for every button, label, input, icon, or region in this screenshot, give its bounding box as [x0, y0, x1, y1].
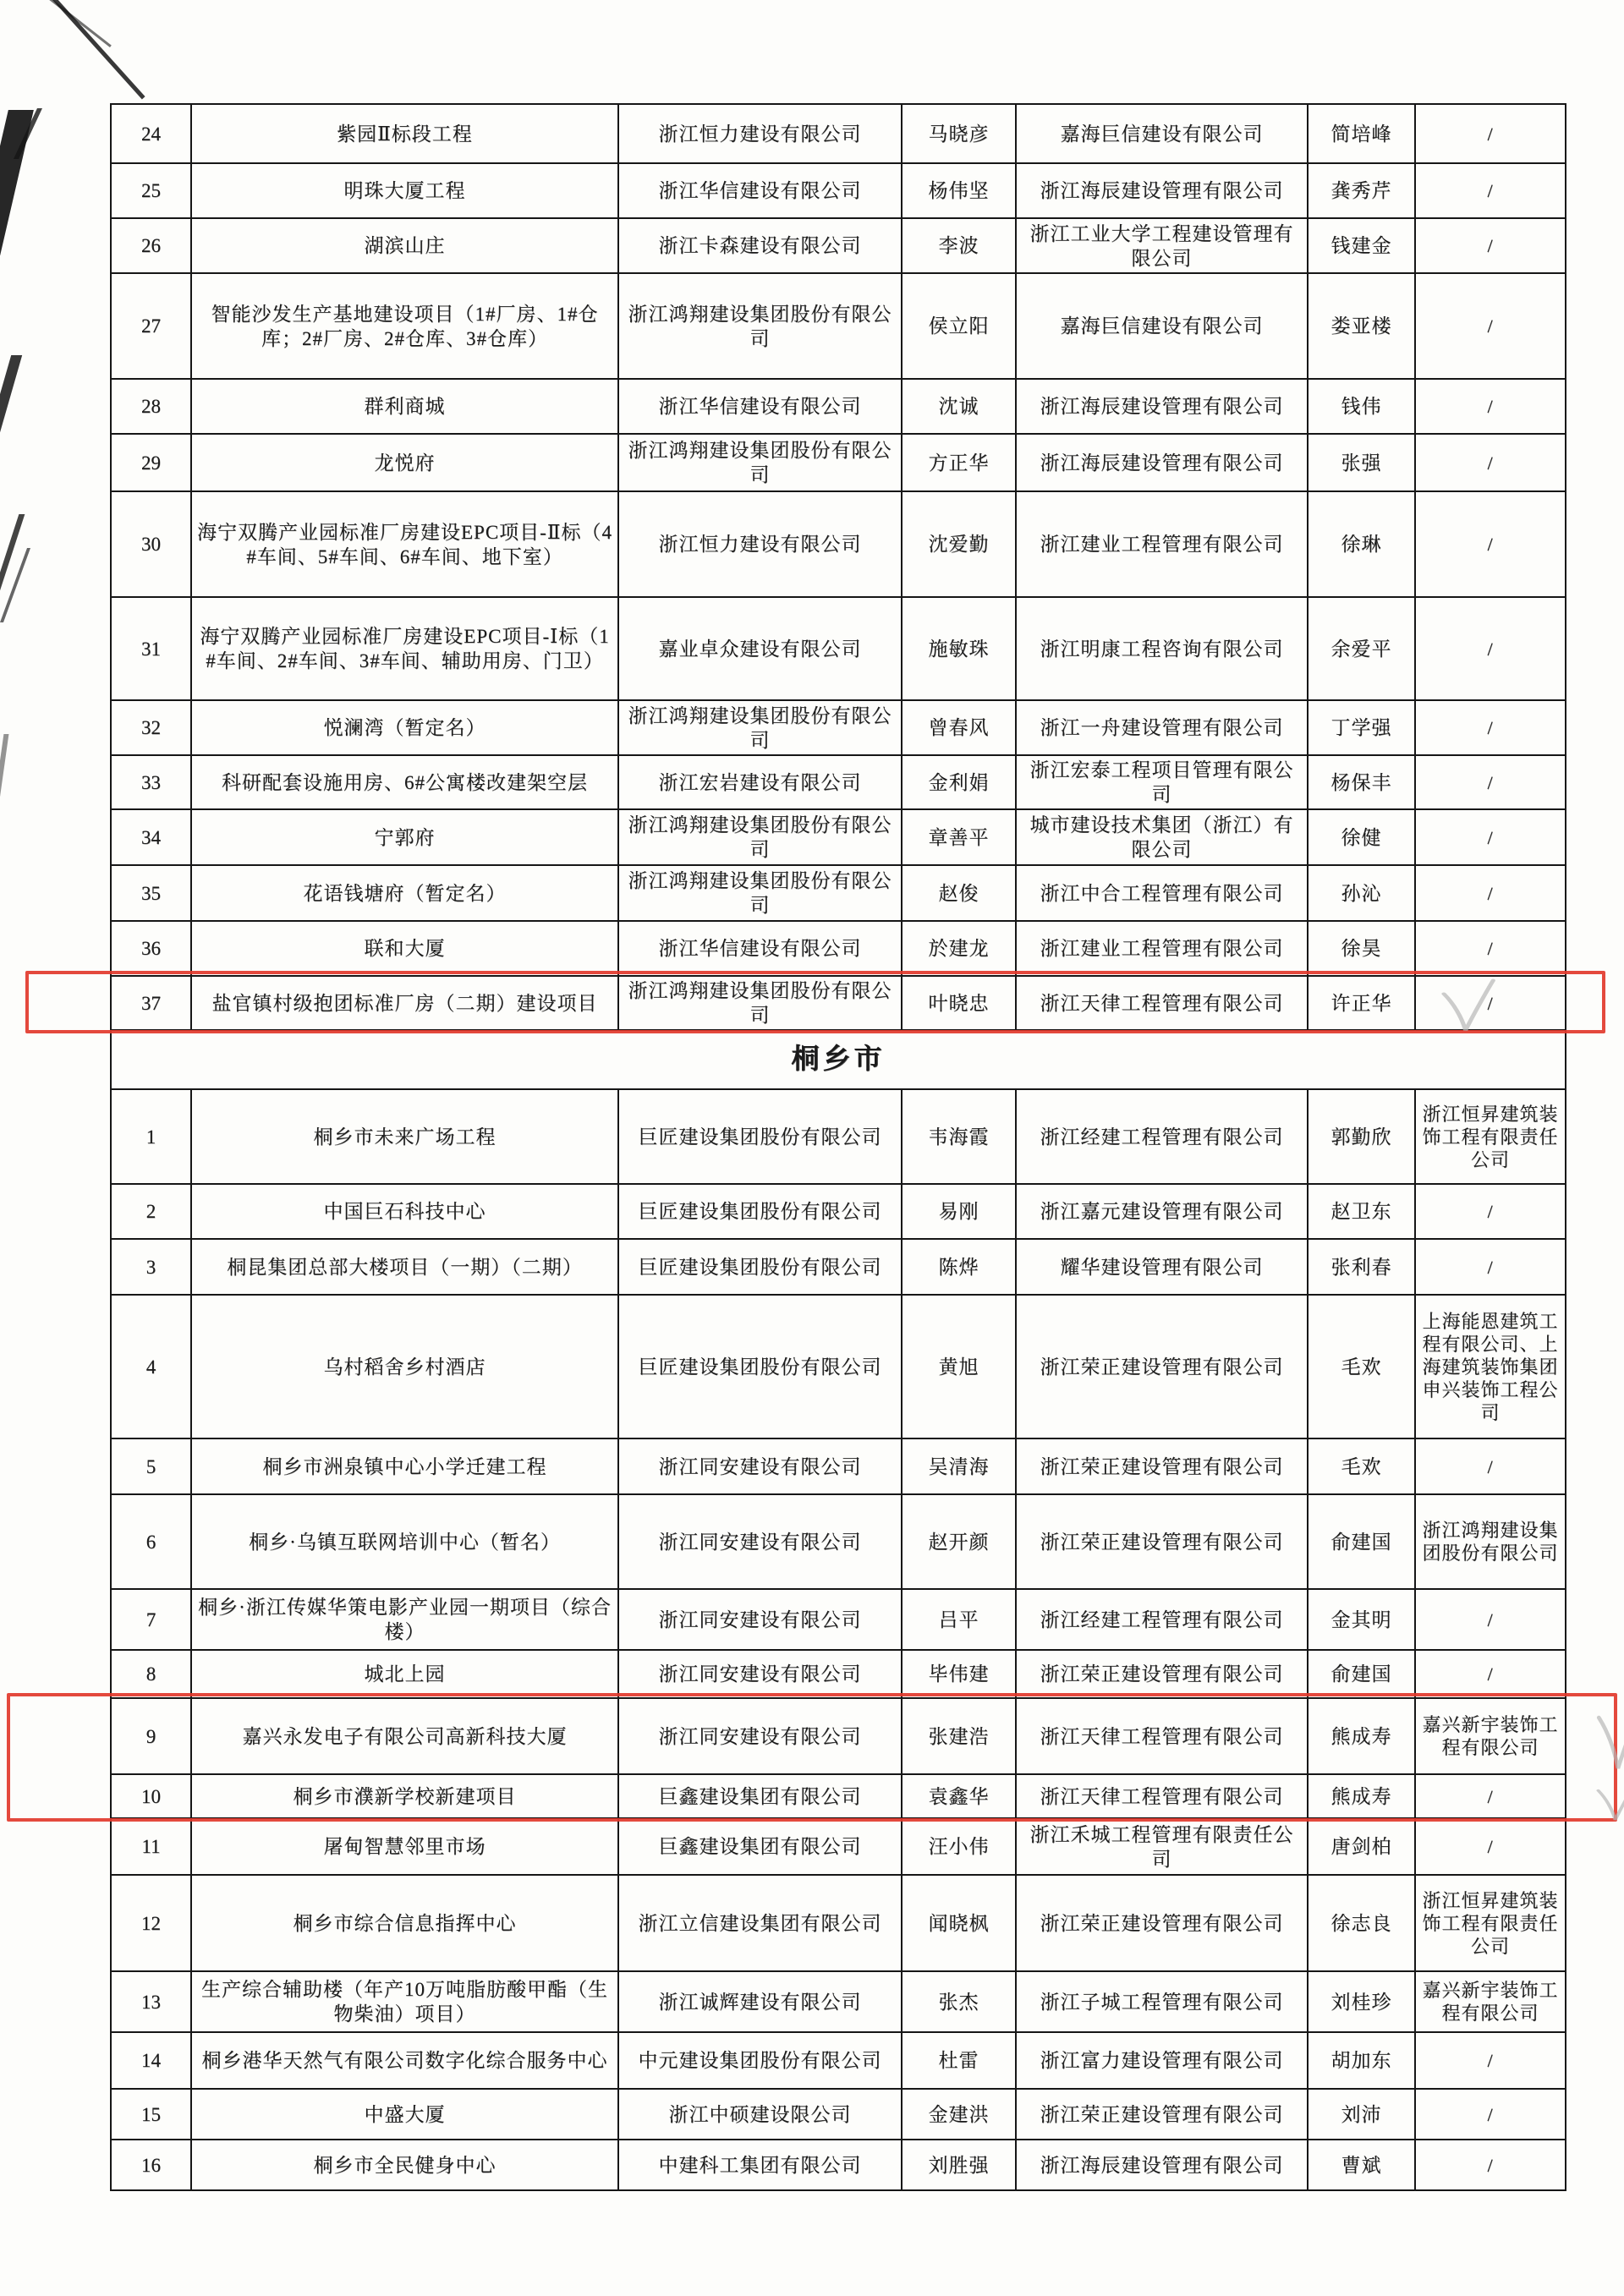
- project-name-cell: 桐乡市濮新学校新建项目: [191, 1774, 618, 1818]
- row-number-cell: 30: [111, 491, 191, 597]
- project-name-cell: 盐官镇村级抱团标准厂房（二期）建设项目: [191, 976, 618, 1030]
- chief-engineer-cell: 刘桂珍: [1308, 1971, 1415, 2032]
- project-name-cell: 桐乡市洲泉镇中心小学迁建工程: [191, 1438, 618, 1494]
- contractor-rep-cell: 闻晓枫: [902, 1875, 1016, 1971]
- table-row: [111, 2140, 1566, 2190]
- supervision-company-cell: 浙江嘉元建设管理有限公司: [1016, 1184, 1308, 1239]
- contractor-cell: 中建科工集团有限公司: [618, 2140, 902, 2190]
- project-name-cell: 宁郭府: [191, 809, 618, 865]
- table-row: [111, 1971, 1566, 2032]
- table-row: [111, 379, 1566, 434]
- contractor-cell: 巨匠建设集团股份有限公司: [618, 1239, 902, 1295]
- contractor-cell: 嘉业卓众建设有限公司: [618, 597, 902, 700]
- table-row: [111, 104, 1566, 163]
- project-name-cell: 龙悦府: [191, 434, 618, 491]
- chief-engineer-cell: 唐剑柏: [1308, 1818, 1415, 1875]
- contractor-cell: 浙江鸿翔建设集团股份有限公司: [618, 976, 902, 1030]
- contractor-cell: 浙江恒力建设有限公司: [618, 104, 902, 163]
- row-number-cell: 2: [111, 1184, 191, 1239]
- project-name-cell: 桐乡市未来广场工程: [191, 1089, 618, 1184]
- other-participant-cell: /: [1415, 976, 1566, 1030]
- supervision-company-cell: 浙江明康工程咨询有限公司: [1016, 597, 1308, 700]
- contractor-cell: 巨匠建设集团股份有限公司: [618, 1089, 902, 1184]
- other-participant-cell: /: [1415, 700, 1566, 755]
- row-number-cell: 24: [111, 104, 191, 163]
- row-number-cell: 11: [111, 1818, 191, 1875]
- contractor-rep-cell: 杜雷: [902, 2032, 1016, 2089]
- table-row: [111, 809, 1566, 865]
- contractor-cell: 浙江鸿翔建设集团股份有限公司: [618, 434, 902, 491]
- section-header: 桐乡市: [111, 1030, 1566, 1089]
- handwritten-checkmark: [1594, 1777, 1624, 1826]
- contractor-rep-cell: 袁鑫华: [902, 1774, 1016, 1818]
- table-row: [111, 700, 1566, 755]
- chief-engineer-cell: 俞建国: [1308, 1494, 1415, 1589]
- project-name-cell: 智能沙发生产基地建设项目（1#厂房、1#仓库；2#厂房、2#仓库、3#仓库）: [191, 273, 618, 379]
- row-number-cell: 34: [111, 809, 191, 865]
- supervision-company-cell: 浙江经建工程管理有限公司: [1016, 1089, 1308, 1184]
- chief-engineer-cell: 龚秀芹: [1308, 163, 1415, 218]
- contractor-cell: 浙江鸿翔建设集团股份有限公司: [618, 700, 902, 755]
- table-row: [111, 1774, 1566, 1818]
- row-number-cell: 36: [111, 921, 191, 976]
- contractor-rep-cell: 李波: [902, 218, 1016, 273]
- row-number-cell: 32: [111, 700, 191, 755]
- other-participant-cell: 浙江恒昇建筑装饰工程有限责任公司: [1415, 1875, 1566, 1971]
- other-participant-cell: /: [1415, 491, 1566, 597]
- contractor-cell: 巨匠建设集团股份有限公司: [618, 1184, 902, 1239]
- table-row: [111, 1438, 1566, 1494]
- table-row: [111, 1818, 1566, 1875]
- contractor-rep-cell: 曾春风: [902, 700, 1016, 755]
- other-participant-cell: 上海能恩建筑工程有限公司、上海建筑装饰集团申兴装饰工程公司: [1415, 1295, 1566, 1438]
- scan-artifact-edge-mark: [0, 514, 25, 641]
- table-row: [111, 2032, 1566, 2089]
- scan-artifact-fold-line: [48, 0, 145, 99]
- contractor-cell: 浙江鸿翔建设集团股份有限公司: [618, 865, 902, 921]
- project-name-cell: 嘉兴永发电子有限公司高新科技大厦: [191, 1698, 618, 1774]
- chief-engineer-cell: 徐健: [1308, 809, 1415, 865]
- chief-engineer-cell: 许正华: [1308, 976, 1415, 1030]
- row-number-cell: 15: [111, 2089, 191, 2140]
- chief-engineer-cell: 胡加东: [1308, 2032, 1415, 2089]
- row-number-cell: 8: [111, 1650, 191, 1698]
- project-name-cell: 明珠大厦工程: [191, 163, 618, 218]
- contractor-rep-cell: 毕伟建: [902, 1650, 1016, 1698]
- table-row: [111, 976, 1566, 1030]
- contractor-rep-cell: 章善平: [902, 809, 1016, 865]
- row-number-cell: 3: [111, 1239, 191, 1295]
- other-participant-cell: /: [1415, 1438, 1566, 1494]
- project-name-cell: 海宁双腾产业园标准厂房建设EPC项目-Ⅰ标（1#车间、2#车间、3#车间、辅助用房、门卫）: [191, 597, 618, 700]
- chief-engineer-cell: 孙沁: [1308, 865, 1415, 921]
- chief-engineer-cell: 徐昊: [1308, 921, 1415, 976]
- other-participant-cell: /: [1415, 379, 1566, 434]
- other-participant-cell: /: [1415, 218, 1566, 273]
- contractor-cell: 浙江鸿翔建设集团股份有限公司: [618, 273, 902, 379]
- contractor-cell: 浙江卡森建设有限公司: [618, 218, 902, 273]
- contractor-rep-cell: 刘胜强: [902, 2140, 1016, 2190]
- contractor-cell: 浙江诚辉建设有限公司: [618, 1971, 902, 2032]
- other-participant-cell: /: [1415, 2140, 1566, 2190]
- contractor-rep-cell: 马晓彦: [902, 104, 1016, 163]
- supervision-company-cell: 耀华建设管理有限公司: [1016, 1239, 1308, 1295]
- table-row: [111, 755, 1566, 809]
- table-row: [111, 921, 1566, 976]
- project-name-cell: 乌村稻舍乡村酒店: [191, 1295, 618, 1438]
- contractor-rep-cell: 陈烨: [902, 1239, 1016, 1295]
- chief-engineer-cell: 熊成寿: [1308, 1698, 1415, 1774]
- table-row: [111, 1494, 1566, 1589]
- contractor-rep-cell: 韦海霞: [902, 1089, 1016, 1184]
- contractor-cell: 巨匠建设集团股份有限公司: [618, 1295, 902, 1438]
- other-participant-cell: /: [1415, 2089, 1566, 2140]
- contractor-rep-cell: 金利娟: [902, 755, 1016, 809]
- other-participant-cell: /: [1415, 2032, 1566, 2089]
- table-row: [111, 1089, 1566, 1184]
- contractor-cell: 浙江华信建设有限公司: [618, 921, 902, 976]
- project-name-cell: 屠甸智慧邻里市场: [191, 1818, 618, 1875]
- other-participant-cell: /: [1415, 1239, 1566, 1295]
- contractor-cell: 巨鑫建设集团有限公司: [618, 1818, 902, 1875]
- project-name-cell: 群利商城: [191, 379, 618, 434]
- project-name-cell: 悦澜湾（暂定名）: [191, 700, 618, 755]
- other-participant-cell: /: [1415, 434, 1566, 491]
- supervision-company-cell: 浙江荣正建设管理有限公司: [1016, 1295, 1308, 1438]
- chief-engineer-cell: 杨保丰: [1308, 755, 1415, 809]
- row-number-cell: 9: [111, 1698, 191, 1774]
- chief-engineer-cell: 张利春: [1308, 1239, 1415, 1295]
- contractor-cell: 浙江中硕建设限公司: [618, 2089, 902, 2140]
- chief-engineer-cell: 赵卫东: [1308, 1184, 1415, 1239]
- project-name-cell: 城北上园: [191, 1650, 618, 1698]
- contractor-rep-cell: 吕平: [902, 1589, 1016, 1650]
- supervision-company-cell: 浙江海辰建设管理有限公司: [1016, 379, 1308, 434]
- table-row: [111, 865, 1566, 921]
- row-number-cell: 7: [111, 1589, 191, 1650]
- chief-engineer-cell: 毛欢: [1308, 1438, 1415, 1494]
- scan-artifact-edge-mark: [0, 734, 8, 836]
- chief-engineer-cell: 金其明: [1308, 1589, 1415, 1650]
- project-name-cell: 中国巨石科技中心: [191, 1184, 618, 1239]
- supervision-company-cell: 浙江海辰建设管理有限公司: [1016, 163, 1308, 218]
- table-row: [111, 2089, 1566, 2140]
- other-participant-cell: /: [1415, 163, 1566, 218]
- row-number-cell: 1: [111, 1089, 191, 1184]
- project-name-cell: 桐乡·乌镇互联网培训中心（暂名）: [191, 1494, 618, 1589]
- contractor-rep-cell: 赵俊: [902, 865, 1016, 921]
- contractor-cell: 浙江同安建设有限公司: [618, 1438, 902, 1494]
- supervision-company-cell: 浙江中合工程管理有限公司: [1016, 865, 1308, 921]
- contractor-cell: 浙江恒力建设有限公司: [618, 491, 902, 597]
- project-name-cell: 花语钱塘府（暂定名）: [191, 865, 618, 921]
- other-participant-cell: /: [1415, 1589, 1566, 1650]
- row-number-cell: 33: [111, 755, 191, 809]
- contractor-rep-cell: 杨伟坚: [902, 163, 1016, 218]
- chief-engineer-cell: 丁学强: [1308, 700, 1415, 755]
- other-participant-cell: 嘉兴新宇装饰工程有限公司: [1415, 1698, 1566, 1774]
- supervision-company-cell: 浙江禾城工程管理有限责任公司: [1016, 1818, 1308, 1875]
- project-name-cell: 科研配套设施用房、6#公寓楼改建架空层: [191, 755, 618, 809]
- chief-engineer-cell: 曹斌: [1308, 2140, 1415, 2190]
- contractor-cell: 巨鑫建设集团有限公司: [618, 1774, 902, 1818]
- chief-engineer-cell: 余爱平: [1308, 597, 1415, 700]
- supervision-company-cell: 浙江荣正建设管理有限公司: [1016, 1494, 1308, 1589]
- project-name-cell: 中盛大厦: [191, 2089, 618, 2140]
- contractor-rep-cell: 金建洪: [902, 2089, 1016, 2140]
- contractor-rep-cell: 张建浩: [902, 1698, 1016, 1774]
- other-participant-cell: /: [1415, 809, 1566, 865]
- chief-engineer-cell: 徐琳: [1308, 491, 1415, 597]
- row-number-cell: 31: [111, 597, 191, 700]
- table-row: [111, 1239, 1566, 1295]
- contractor-cell: 浙江鸿翔建设集团股份有限公司: [618, 809, 902, 865]
- contractor-rep-cell: 沈爱勤: [902, 491, 1016, 597]
- table-row: [111, 163, 1566, 218]
- supervision-company-cell: 浙江一舟建设管理有限公司: [1016, 700, 1308, 755]
- contractor-cell: 浙江同安建设有限公司: [618, 1494, 902, 1589]
- contractor-rep-cell: 沈诚: [902, 379, 1016, 434]
- row-number-cell: 16: [111, 2140, 191, 2190]
- supervision-company-cell: 浙江工业大学工程建设管理有限公司: [1016, 218, 1308, 273]
- row-number-cell: 37: [111, 976, 191, 1030]
- row-number-cell: 5: [111, 1438, 191, 1494]
- chief-engineer-cell: 徐志良: [1308, 1875, 1415, 1971]
- contractor-rep-cell: 施敏珠: [902, 597, 1016, 700]
- supervision-company-cell: 浙江子城工程管理有限公司: [1016, 1971, 1308, 2032]
- contractor-cell: 浙江立信建设集团有限公司: [618, 1875, 902, 1971]
- supervision-company-cell: 嘉海巨信建设有限公司: [1016, 104, 1308, 163]
- other-participant-cell: /: [1415, 755, 1566, 809]
- supervision-company-cell: 浙江荣正建设管理有限公司: [1016, 1650, 1308, 1698]
- contractor-cell: 浙江同安建设有限公司: [618, 1698, 902, 1774]
- project-name-cell: 桐乡市综合信息指挥中心: [191, 1875, 618, 1971]
- other-participant-cell: 嘉兴新宇装饰工程有限公司: [1415, 1971, 1566, 2032]
- supervision-company-cell: 城市建设技术集团（浙江）有限公司: [1016, 809, 1308, 865]
- row-number-cell: 25: [111, 163, 191, 218]
- contractor-cell: 浙江同安建设有限公司: [618, 1589, 902, 1650]
- project-name-cell: 联和大厦: [191, 921, 618, 976]
- row-number-cell: 4: [111, 1295, 191, 1438]
- project-name-cell: 海宁双腾产业园标准厂房建设EPC项目-Ⅱ标（4#车间、5#车间、6#车间、地下室）: [191, 491, 618, 597]
- other-participant-cell: /: [1415, 1774, 1566, 1818]
- row-number-cell: 6: [111, 1494, 191, 1589]
- handwritten-checkmark: [1594, 1694, 1624, 1778]
- table-row: [111, 597, 1566, 700]
- table-row: [111, 491, 1566, 597]
- row-number-cell: 27: [111, 273, 191, 379]
- project-name-cell: 桐乡·浙江传媒华策电影产业园一期项目（综合楼）: [191, 1589, 618, 1650]
- contractor-rep-cell: 侯立阳: [902, 273, 1016, 379]
- contractor-cell: 浙江宏岩建设有限公司: [618, 755, 902, 809]
- other-participant-cell: /: [1415, 597, 1566, 700]
- supervision-company-cell: 嘉海巨信建设有限公司: [1016, 273, 1308, 379]
- other-participant-cell: /: [1415, 1184, 1566, 1239]
- row-number-cell: 10: [111, 1774, 191, 1818]
- other-participant-cell: /: [1415, 104, 1566, 163]
- contractor-cell: 浙江华信建设有限公司: [618, 379, 902, 434]
- table-row: [111, 218, 1566, 273]
- chief-engineer-cell: 熊成寿: [1308, 1774, 1415, 1818]
- table-row: [111, 1184, 1566, 1239]
- contractor-rep-cell: 吴清海: [902, 1438, 1016, 1494]
- project-name-cell: 桐乡市全民健身中心: [191, 2140, 618, 2190]
- chief-engineer-cell: 简培峰: [1308, 104, 1415, 163]
- contractor-cell: 浙江同安建设有限公司: [618, 1650, 902, 1698]
- project-name-cell: 桐昆集团总部大楼项目（一期）（二期）: [191, 1239, 618, 1295]
- supervision-company-cell: 浙江天律工程管理有限公司: [1016, 1698, 1308, 1774]
- contractor-rep-cell: 黄旭: [902, 1295, 1016, 1438]
- other-participant-cell: /: [1415, 1818, 1566, 1875]
- chief-engineer-cell: 钱伟: [1308, 379, 1415, 434]
- other-participant-cell: /: [1415, 865, 1566, 921]
- project-name-cell: 桐乡港华天然气有限公司数字化综合服务中心: [191, 2032, 618, 2089]
- contractor-cell: 浙江华信建设有限公司: [618, 163, 902, 218]
- chief-engineer-cell: 张强: [1308, 434, 1415, 491]
- row-number-cell: 14: [111, 2032, 191, 2089]
- other-participant-cell: 浙江恒昇建筑装饰工程有限责任公司: [1415, 1089, 1566, 1184]
- projects-table-body: [111, 104, 1566, 2190]
- supervision-company-cell: 浙江经建工程管理有限公司: [1016, 1589, 1308, 1650]
- supervision-company-cell: 浙江建业工程管理有限公司: [1016, 921, 1308, 976]
- table-row: [111, 1295, 1566, 1438]
- chief-engineer-cell: 钱建金: [1308, 218, 1415, 273]
- contractor-rep-cell: 易刚: [902, 1184, 1016, 1239]
- project-name-cell: 湖滨山庄: [191, 218, 618, 273]
- other-participant-cell: /: [1415, 273, 1566, 379]
- chief-engineer-cell: 郭勤欣: [1308, 1089, 1415, 1184]
- project-name-cell: 紫园Ⅱ标段工程: [191, 104, 618, 163]
- supervision-company-cell: 浙江荣正建设管理有限公司: [1016, 1438, 1308, 1494]
- scan-artifact-edge-mark: [0, 355, 22, 480]
- table-row: [111, 1875, 1566, 1971]
- row-number-cell: 28: [111, 379, 191, 434]
- supervision-company-cell: 浙江富力建设管理有限公司: [1016, 2032, 1308, 2089]
- contractor-rep-cell: 叶晓忠: [902, 976, 1016, 1030]
- supervision-company-cell: 浙江建业工程管理有限公司: [1016, 491, 1308, 597]
- chief-engineer-cell: 刘沛: [1308, 2089, 1415, 2140]
- row-number-cell: 26: [111, 218, 191, 273]
- supervision-company-cell: 浙江宏泰工程项目管理有限公司: [1016, 755, 1308, 809]
- projects-table: [110, 103, 1566, 2191]
- row-number-cell: 35: [111, 865, 191, 921]
- other-participant-cell: /: [1415, 1650, 1566, 1698]
- supervision-company-cell: 浙江荣正建设管理有限公司: [1016, 1875, 1308, 1971]
- other-participant-cell: 浙江鸿翔建设集团股份有限公司: [1415, 1494, 1566, 1589]
- chief-engineer-cell: 娄亚楼: [1308, 273, 1415, 379]
- contractor-rep-cell: 汪小伟: [902, 1818, 1016, 1875]
- table-row: [111, 1589, 1566, 1650]
- table-row: [111, 1650, 1566, 1698]
- other-participant-cell: /: [1415, 921, 1566, 976]
- contractor-rep-cell: 赵开颜: [902, 1494, 1016, 1589]
- row-number-cell: 13: [111, 1971, 191, 2032]
- project-name-cell: 生产综合辅助楼（年产10万吨脂肪酸甲酯（生物柴油）项目）: [191, 1971, 618, 2032]
- contractor-rep-cell: 张杰: [902, 1971, 1016, 2032]
- supervision-company-cell: 浙江荣正建设管理有限公司: [1016, 2089, 1308, 2140]
- supervision-company-cell: 浙江海辰建设管理有限公司: [1016, 2140, 1308, 2190]
- table-row: [111, 434, 1566, 491]
- supervision-company-cell: 浙江天律工程管理有限公司: [1016, 976, 1308, 1030]
- chief-engineer-cell: 毛欢: [1308, 1295, 1415, 1438]
- table-row: [111, 1698, 1566, 1774]
- chief-engineer-cell: 俞建国: [1308, 1650, 1415, 1698]
- contractor-rep-cell: 方正华: [902, 434, 1016, 491]
- contractor-rep-cell: 於建龙: [902, 921, 1016, 976]
- contractor-cell: 中元建设集团股份有限公司: [618, 2032, 902, 2089]
- row-number-cell: 12: [111, 1875, 191, 1971]
- table-row: [111, 273, 1566, 379]
- row-number-cell: 29: [111, 434, 191, 491]
- supervision-company-cell: 浙江海辰建设管理有限公司: [1016, 434, 1308, 491]
- supervision-company-cell: 浙江天律工程管理有限公司: [1016, 1774, 1308, 1818]
